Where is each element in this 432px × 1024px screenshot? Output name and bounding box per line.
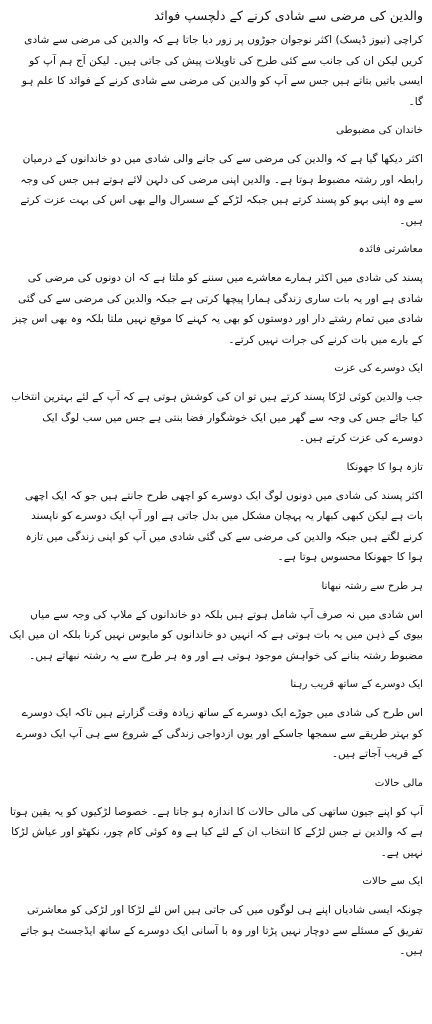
section-body-keeping-relationship: اس شادی میں نہ صرف آپ شامل ہوتے ہیں بلکہ دو خاندانوں کے ملاپ کی وجہ سے میاں بیوی کے ذہن میں یہ بات ہوتی ہے کہ انہیں دو خاندانوں کو مایوس نہیں کرنا بلکہ ان میں ایک مضبوط رشتہ بنانے کی خواہش موجود ہوتی ہے اور وہ ہر طرح سے یہ رشتہ نبھاتے ہیں۔ <box>9 608 423 662</box>
section-body-fresh-air: اکثر پسند کی شادی میں دونوں لوگ ایک دوسرے کو اچھی طرح جانتے ہیں جو کہ ایک اچھی بات ہے لیکن کبھی کبھار یہ پہچان مشکل میں بدل جاتی ہے اور آپ ایک دوسرے کو ناپسند کرنے لگتے ہیں جبکہ والدین کی مرضی سے کی گئی شادی میں آپ کو اپنی زندگی میں تازہ ہوا کا جھونکا محسوس ہوتا ہے۔ <box>25 489 423 563</box>
section-heading-social-benefit: معاشرتی فائدہ <box>358 244 423 255</box>
section-heading-staying-close: ایک دوسرے کے ساتھ قریب رہنا <box>290 679 423 690</box>
section-body-similar-circumstances: چونکہ ایسی شادیاں اپنے ہی لوگوں میں کی جاتی ہیں اس لئے لڑکا اور لڑکی کو معاشرتی تفریق کے مسئلے سے دوچار نہیں پڑتا اور وہ با آسانی ایک دوسرے کے ساتھ ایڈجسٹ ہو جاتے ہیں۔ <box>20 904 423 957</box>
section-body-staying-close: اس طرح کی شادی میں جوڑے ایک دوسرے کے ساتھ زیادہ وقت گزارتے ہیں تاکہ ایک دوسرے کو بہتر طریقے سے سمجھا جاسکے اور یوں ازدواجی زندگی کے شروع سے ہی آپ ایک دوسرے کے قریب آجاتے ہیں۔ <box>16 707 423 760</box>
article-title: والدین کی مرضی سے شادی کرنے کے دلچسپ فوائد <box>154 8 423 23</box>
section-body-financial: آپ کو اپنے جیون ساتھی کی مالی حالات کا اندازہ ہو جاتا ہے۔ خصوصا لڑکیوں کو یہ یقین ہوتا ہے کہ والدین نے جس لڑکے کا انتخاب ان کے لئے کیا ہے وہ کوئی کام چور، نکھٹو اور عیاش لڑکا نہیں ہے۔ <box>9 805 423 859</box>
section-heading-family-strength: خاندان کی مضبوطی <box>336 125 423 136</box>
section-heading-fresh-air: تازہ ہوا کا جھونکا <box>346 461 423 473</box>
section-body-social-benefit: پسند کی شادی میں اکثر ہمارے معاشرے میں سننے کو ملتا ہے کہ ان دونوں کی مرضی کی شادی ہے اور یہ بات ساری زندگی ہمارا پیچھا کرتی ہے جبکہ والدین کی مرضی سے کی گئی شادی میں تمام رشتے دار اور دوستوں کو بھی یہ کہنے کا موقع نہیں ملتا بلکہ وہ بھی اس چیز کے بارے میں بات کرنے کی جرات نہیں کرتے۔ <box>12 272 423 346</box>
section-body-mutual-respect: جب والدین کوئی لڑکا پسند کرتے ہیں تو ان کی کوشش ہوتی ہے کہ آپ کے لئے بہترین انتخاب کیا جائے جس کی وجہ سے گھر میں ایک خوشگوار فضا بنتی ہے جس میں سب لوگ ایک دوسرے کی عزت کرتے ہیں۔ <box>11 391 423 444</box>
section-heading-financial: مالی حالات <box>374 777 423 789</box>
section-heading-similar-circumstances: ایک سے حالات <box>362 876 423 887</box>
intro-paragraph: کراچی (نیوز ڈیسک) اکثر نوجوان جوڑوں پر زور دیا جاتا ہے کہ والدین کی مرضی سے شادی کریں لیکن ان کی جانب سے کئی طرح کی تاویلات پیش کی جاتی ہیں۔ لیکن آج ہم آپ کو ایسی باتیں بتاتے ہیں جس سے آپ کو والدین کی مرضی سے شادی کرنے کے فوائد کا علم ہو گا۔ <box>21 34 423 108</box>
section-body-family-strength: اکثر دیکھا گیا ہے کہ والدین کی مرضی سے کی جانے والی شادی میں دو خاندانوں کے درمیان رابطہ اور رشتہ مضبوط ہوتا ہے۔ والدین اپنی مرضی کی دلہن لائے ہوتے ہیں جس کی وجہ سے وہ اپنی بہو کو پسند کرتے ہیں جبکہ لڑکے کے سسرال والے بھی اس کی بہت عزت کرتے ہیں۔ <box>20 153 423 227</box>
section-heading-mutual-respect: ایک دوسرے کی عزت <box>334 363 423 374</box>
section-heading-keeping-relationship: ہر طرح سے رشتہ نبھانا <box>321 580 423 592</box>
